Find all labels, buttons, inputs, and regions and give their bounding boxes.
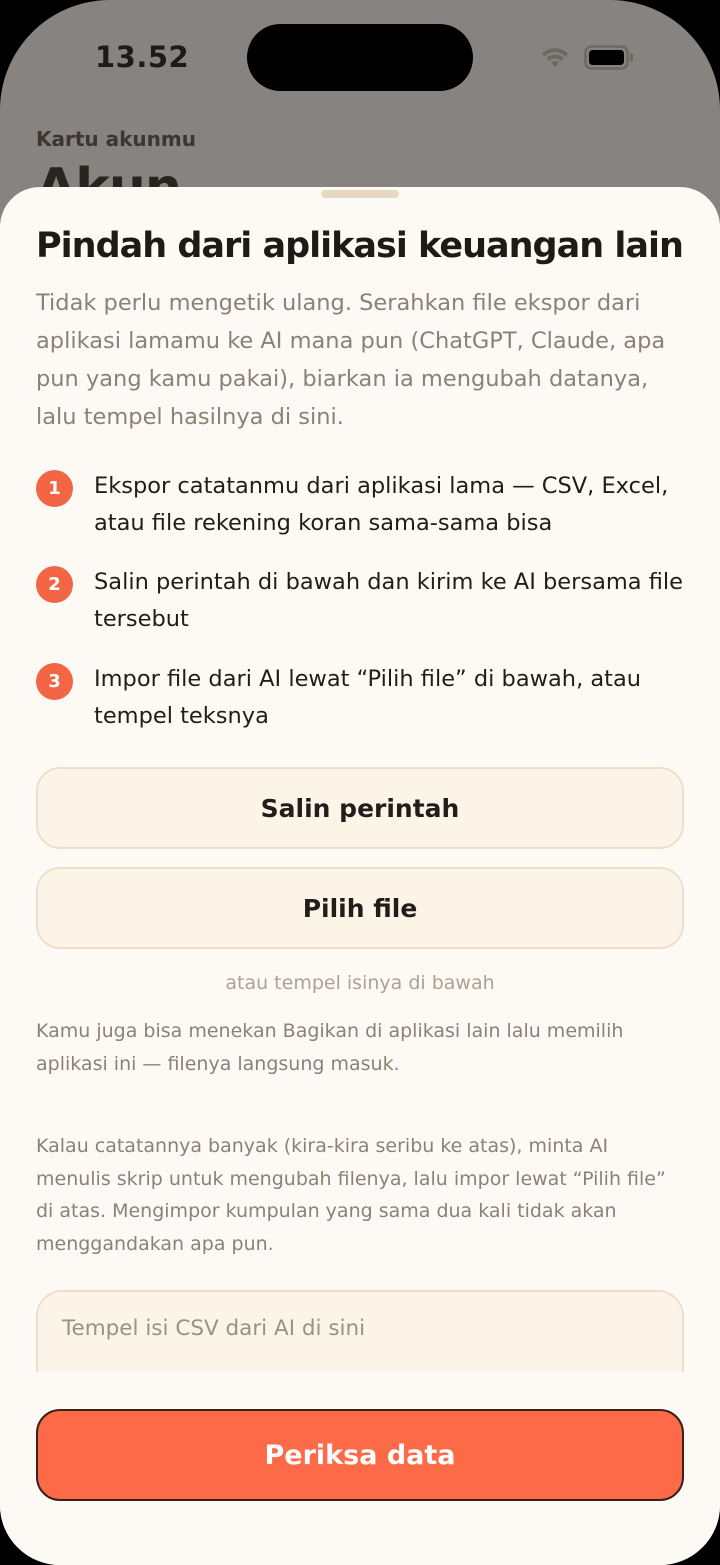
sheet-title: Pindah dari aplikasi keuangan lain	[36, 226, 683, 266]
dynamic-island	[247, 24, 473, 91]
status-time: 13.52	[95, 40, 190, 74]
step-number-badge: 3	[36, 663, 73, 700]
background-eyebrow: Kartu akunmu	[36, 127, 196, 151]
copy-prompt-button[interactable]: Salin perintah	[36, 767, 684, 849]
step-number-badge: 2	[36, 566, 73, 603]
step-text: Salin perintah di bawah dan kirim ke AI bersama file tersebut	[94, 569, 683, 632]
csv-paste-input[interactable]	[36, 1290, 684, 1374]
battery-icon	[584, 45, 634, 70]
step-number-badge: 1	[36, 470, 73, 507]
sheet-intro: Tidak perlu mengetik ulang. Serahkan file ekspor dari aplikasi lamamu ke AI mana pun (ChatGPT, Claude, apa pun yang kamu pakai), biarkan ia mengubah datanya, lalu tempel hasilnya di sini.	[36, 290, 666, 430]
paste-placeholder: Tempel isi CSV dari AI di sini	[62, 1316, 366, 1341]
wifi-icon	[539, 45, 571, 69]
choose-file-button[interactable]: Pilih file	[36, 867, 684, 949]
step-text: Impor file dari AI lewat “Pilih file” di bawah, atau tempel teksnya	[94, 666, 642, 729]
check-data-button[interactable]: Periksa data	[36, 1409, 684, 1501]
share-note: Kamu juga bisa menekan Bagikan di aplikasi lain lalu memilih aplikasi ini — filenya langsung masuk.	[36, 1020, 624, 1075]
large-import-note: Kalau catatannya banyak (kira-kira seribu ke atas), minta AI menulis skrip untuk mengubah filenya, lalu impor lewat “Pilih file” di atas. Mengimpor kumpulan yang sama dua kali tidak akan menggandakan apa pun.	[36, 1135, 666, 1255]
step-text: Ekspor catatanmu dari aplikasi lama — CSV, Excel, atau file rekening koran sama-sama bisa	[94, 473, 669, 536]
status-bar	[0, 0, 720, 120]
sheet-grabber[interactable]	[321, 190, 399, 198]
paste-hint: atau tempel isinya di bawah	[225, 972, 495, 994]
